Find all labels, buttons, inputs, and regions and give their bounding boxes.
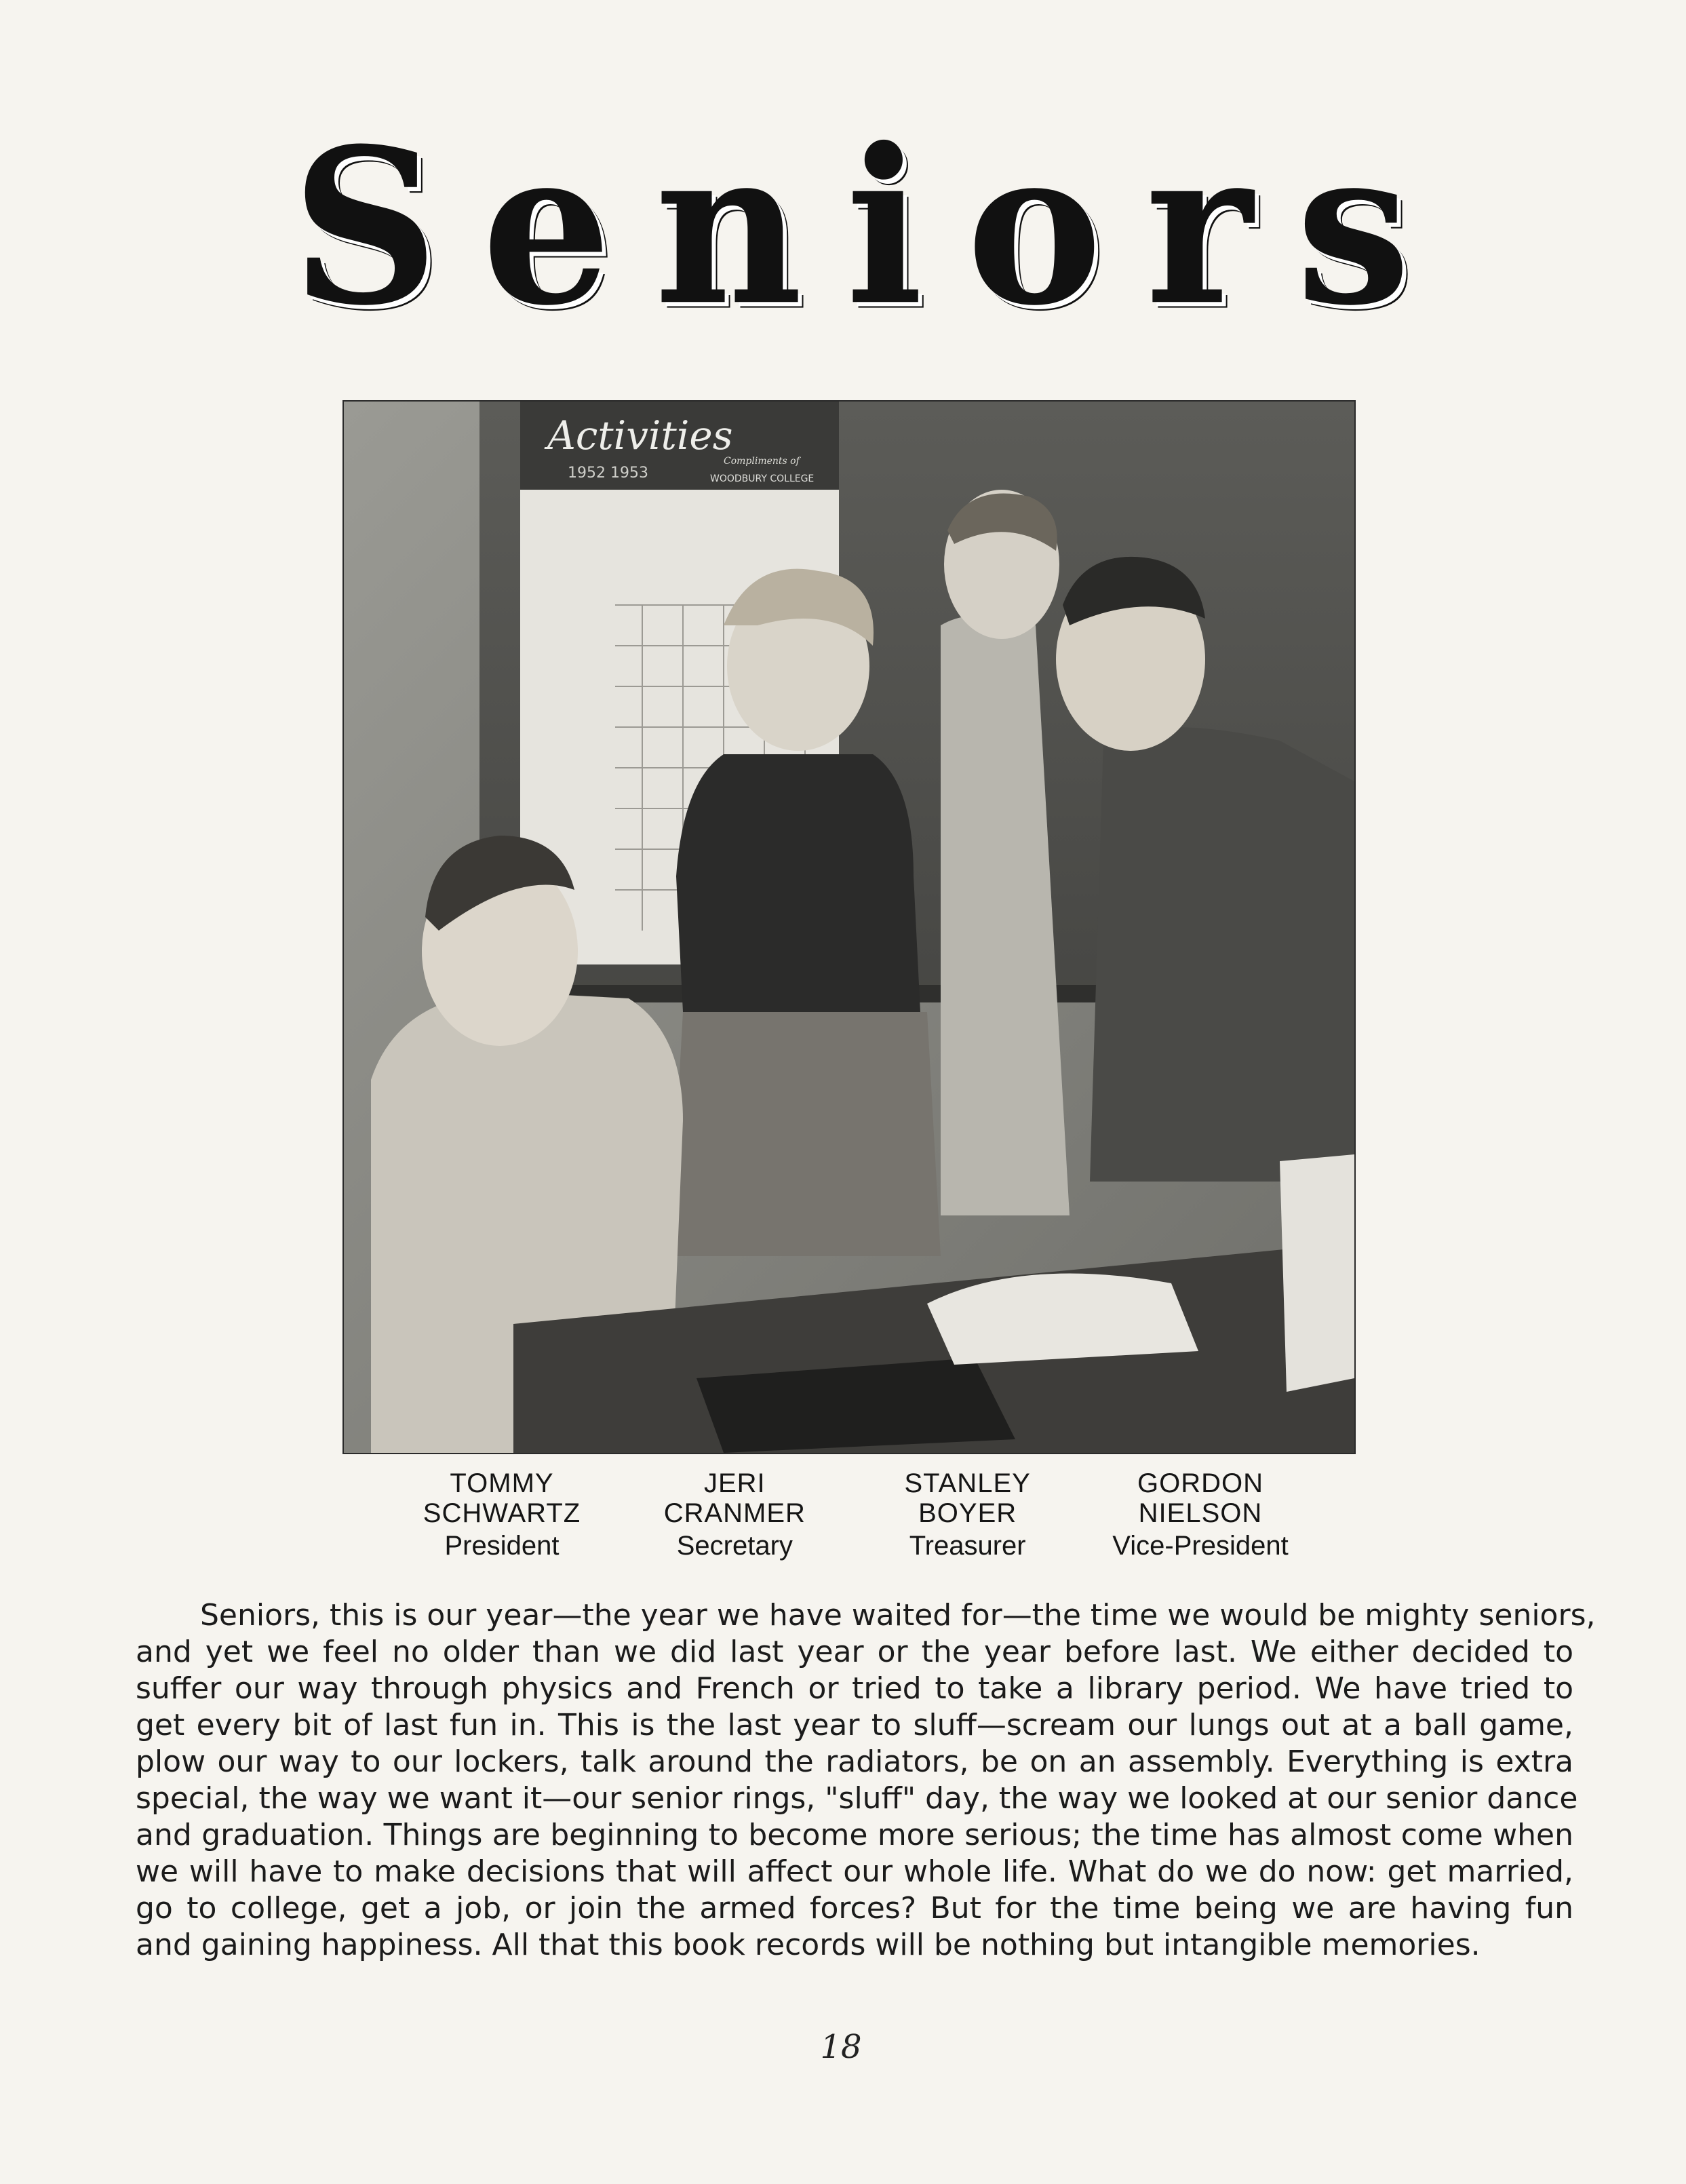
poster-heading: Activities: [547, 412, 733, 459]
officer-first-name: TOMMY: [450, 1468, 554, 1498]
page-title: [292, 101, 1411, 353]
officer-last-name: SCHWARTZ: [423, 1498, 581, 1528]
officer-last-name: CRANMER: [663, 1498, 806, 1528]
group-photo: [342, 400, 1356, 1454]
paragraph-line: Seniors, this is our year—the year we have waited for—the time we would be mighty seniors,: [200, 1598, 1596, 1633]
officer-last-name: NIELSON: [1138, 1498, 1263, 1528]
title-letter: n: [654, 101, 803, 353]
paragraph-line: special, the way we want it—our senior rings, "sluff" day, the way we looked at our senior dance: [136, 1781, 1578, 1816]
poster-credit-line1: Compliments of: [724, 456, 800, 467]
officer-role: Vice-President: [1112, 1531, 1289, 1561]
officer-caption: [859, 1468, 1076, 1580]
paragraph-line: and gaining happiness. All that this book records will be nothing but intangible memories.: [136, 1928, 1481, 1962]
officer-caption: [626, 1468, 843, 1580]
title-letter: o: [966, 101, 1103, 353]
officer-captions: [393, 1468, 1309, 1580]
paragraph-line: suffer our way through physics and French or tried to take a library period. We have tried to: [136, 1671, 1573, 1706]
paragraph-line: and graduation. Things are beginning to become more serious; the time has almost come when: [136, 1818, 1573, 1852]
officer-last-name: BOYER: [918, 1498, 1017, 1528]
paragraph-line: and yet we feel no older than we did last year or the year before last. We either decided to: [136, 1635, 1573, 1669]
page-number: 18: [820, 2028, 862, 2066]
body-paragraph: [136, 1597, 1596, 1964]
title-letter: e: [482, 101, 612, 353]
poster-years: 1952 1953: [568, 465, 648, 482]
paragraph-line: go to college, get a job, or join the armed forces? But for the time being we are having fun: [136, 1891, 1573, 1926]
paragraph-line: we will have to make decisions that will affect our whole life. What do we do now: get married,: [136, 1854, 1573, 1889]
officer-role: Treasurer: [909, 1531, 1026, 1561]
group-photo-icon: [344, 402, 1354, 1453]
officer-caption: [393, 1468, 610, 1580]
officer-role: President: [444, 1531, 560, 1561]
paragraph-line: plow our way to our lockers, talk around the radiators, be on an assembly. Everything is extra: [136, 1744, 1573, 1779]
officer-first-name: JERI: [703, 1468, 766, 1498]
title-letter: S: [292, 101, 439, 353]
title-letter: i: [846, 101, 924, 353]
title-letter: r: [1145, 101, 1253, 353]
title-letter: s: [1296, 101, 1411, 353]
poster-credit-line2: WOODBURY COLLEGE: [710, 473, 815, 484]
officer-first-name: GORDON: [1137, 1468, 1263, 1498]
officer-first-name: STANLEY: [904, 1468, 1031, 1498]
officer-role: Secretary: [676, 1531, 793, 1561]
paragraph-line: get every bit of last fun in. This is the last year to sluff—scream our lungs out at a ball game,: [136, 1708, 1573, 1742]
officer-caption: [1092, 1468, 1309, 1580]
